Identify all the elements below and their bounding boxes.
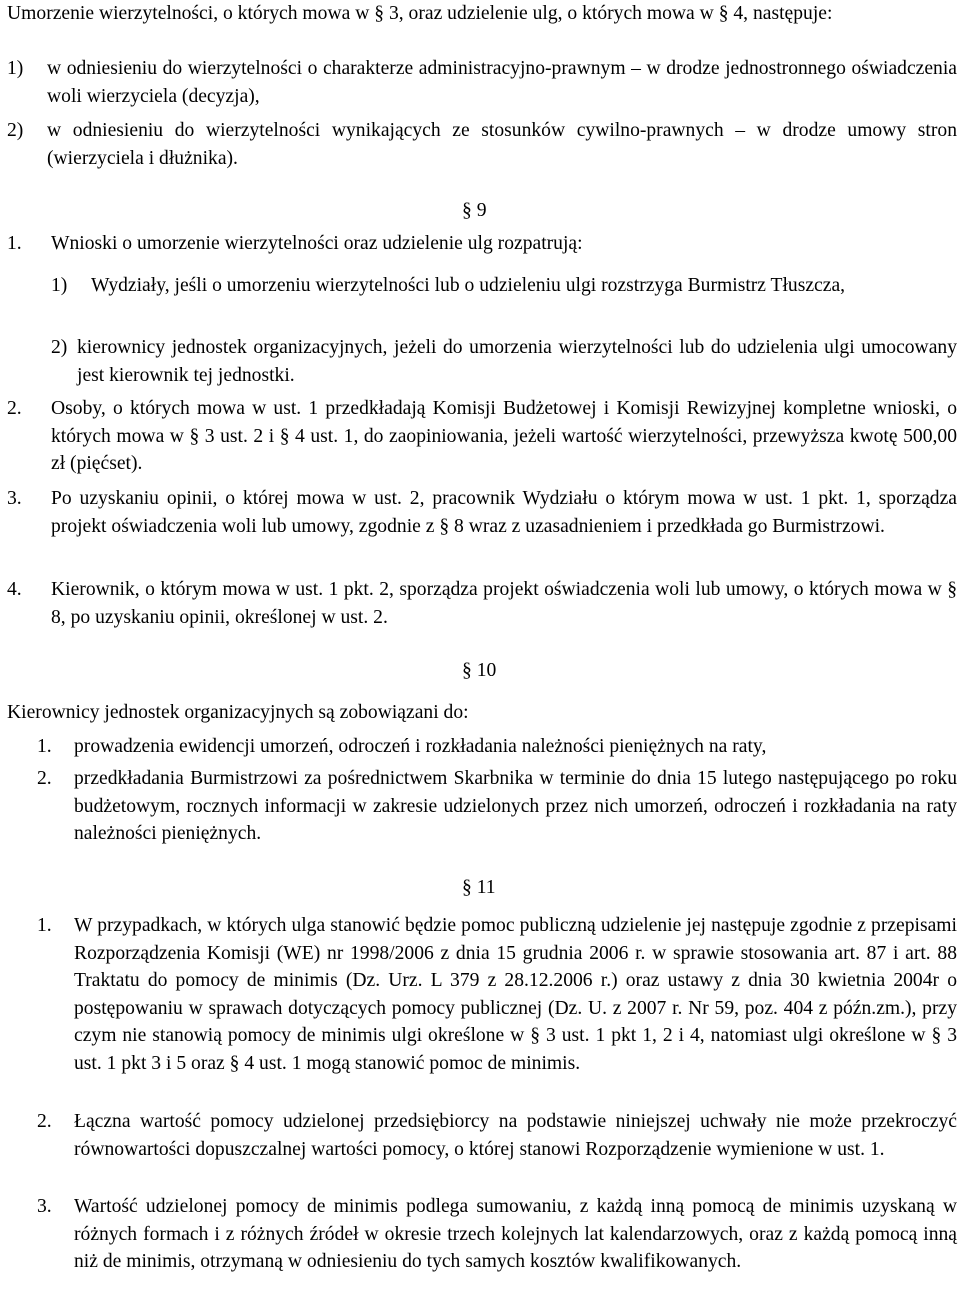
s10-lead: Kierownicy jednostek organizacyjnych są zobowiązani do:	[7, 702, 469, 723]
list-number: 4.	[7, 579, 22, 600]
list-number: 3.	[37, 1196, 52, 1217]
s9-paragraph-2	[7, 395, 957, 478]
list-number: 2.	[37, 1111, 52, 1132]
list-number: 3.	[7, 488, 22, 509]
list-text: kierownicy jednostek organizacyjnych, jeżeli do umorzenia wierzytelności lub do udzielenia ulgi umocowany jest kierownik tej jednostki.	[77, 337, 957, 386]
section-heading-9: § 9	[462, 200, 487, 221]
s10-item-2	[37, 765, 957, 848]
s9-paragraph-1	[7, 230, 957, 258]
list-number: 2.	[7, 398, 22, 419]
s10-item-1	[37, 733, 957, 761]
intro-lead: Umorzenie wierzytelności, o których mowa w § 3, oraz udzielenie ulg, o których mowa w § 4, następuje:	[7, 3, 833, 24]
s9-item-1	[51, 272, 957, 300]
s11-item-1	[37, 912, 957, 1078]
list-text: Kierownik, o którym mowa w ust. 1 pkt. 2, sporządza projekt oświadczenia woli lub umowy, o których mowa w § 8, po uzyskaniu opinii, określonej w ust. 2.	[51, 579, 957, 628]
list-number: 1)	[7, 58, 24, 79]
list-number: 2.	[37, 768, 52, 789]
list-number: 1.	[37, 915, 52, 936]
list-number: 2)	[51, 337, 68, 358]
list-text: w odniesieniu do wierzytelności o charakterze administracyjno-prawnym – w drodze jednostronnego oświadczenia woli wierzyciela (decyzja),	[47, 58, 957, 107]
s11-item-2	[37, 1108, 957, 1163]
list-text: Osoby, o których mowa w ust. 1 przedkładają Komisji Budżetowej i Komisji Rewizyjnej kompletne wnioski, o których mowa w § 3 ust. 2 i § 4 ust. 1, do zaopiniowania, jeżeli wartość wierzytelności, przewyższa kwotę 500,00 zł (pięćset).	[51, 398, 957, 475]
list-number: 1)	[51, 275, 68, 296]
s9-paragraph-4	[7, 576, 957, 631]
section-heading-10: § 10	[462, 660, 497, 681]
section-heading-11: § 11	[462, 877, 496, 898]
list-number: 1.	[7, 233, 22, 254]
list-text: Wnioski o umorzenie wierzytelności oraz udzielenie ulg rozpatrują:	[51, 233, 583, 254]
list-text: Wydziały, jeśli o umorzeniu wierzytelności lub o udzieleniu ulgi rozstrzyga Burmistrz Tłuszcza,	[91, 275, 846, 296]
s9-item-2	[51, 334, 957, 389]
list-text: Łączna wartość pomocy udzielonej przedsiębiorcy na podstawie niniejszej uchwały nie może przekroczyć równowartości dopuszczalnej wartości pomocy, o której stanowi Rozporządzenie wymienione w ust. 1.	[74, 1111, 957, 1160]
list-number: 1.	[37, 736, 52, 757]
list-number: 2)	[7, 120, 24, 141]
s11-item-3	[37, 1193, 957, 1276]
list-text: prowadzenia ewidencji umorzeń, odroczeń i rozkładania należności pieniężnych na raty,	[74, 736, 767, 757]
list-text: Po uzyskaniu opinii, o której mowa w ust. 2, pracownik Wydziału o którym mowa w ust. 1 pkt. 1, sporządza projekt oświadczenia woli lub umowy, zgodnie z § 8 wraz z uzasadnieniem i przedkłada go Burmistrzowi.	[51, 488, 957, 537]
list-text: przedkładania Burmistrzowi za pośrednictwem Skarbnika w terminie do dnia 15 lutego następującego po roku budżetowym, rocznych informacji w zakresie udzielonych przez nich umorzeń, odroczeń i rozkładania na raty należności pieniężnych.	[74, 768, 957, 845]
s9-paragraph-3	[7, 485, 957, 540]
intro-item-1	[7, 55, 957, 110]
intro-item-2	[7, 117, 957, 172]
list-text: w odniesieniu do wierzytelności wynikających ze stosunków cywilno-prawnych – w drodze umowy stron (wierzyciela i dłużnika).	[47, 120, 957, 169]
list-text: W przypadkach, w których ulga stanowić będzie pomoc publiczną udzielenie jej następuje zgodnie z przepisami Rozporządzenia Komisji (WE) nr 1998/2006 z dnia 15 grudnia 2006 r. w sprawie stosowania art. 87 i art. 88 Traktatu do pomocy de minimis (Dz. Urz. L 379 z 28.12.2006 r.) oraz ustawy z dnia 30 kwietnia 2004r o postępowaniu w sprawach dotyczących pomocy publicznej (Dz. U. z 2007 r. Nr 59, poz. 404 z późn.zm.), przy czym nie stanowią pomocy de minimis ulgi określone w § 3 ust. 1 pkt 1, 2 i 4, natomiast ulgi określone w § 3 ust. 1 pkt 3 i 5 oraz § 4 ust. 1 mogą stanowić pomoc de minimis.	[74, 915, 957, 1074]
list-text: Wartość udzielonej pomocy de minimis podlega sumowaniu, z każdą inną pomocą de minimis uzyskaną w różnych formach i z różnych źródeł w okresie trzech kolejnych lat kalendarzowych, oraz z każdą pomocą inną niż de minimis, otrzymaną w odniesieniu do tych samych kosztów kwalifikowanych.	[74, 1196, 957, 1273]
